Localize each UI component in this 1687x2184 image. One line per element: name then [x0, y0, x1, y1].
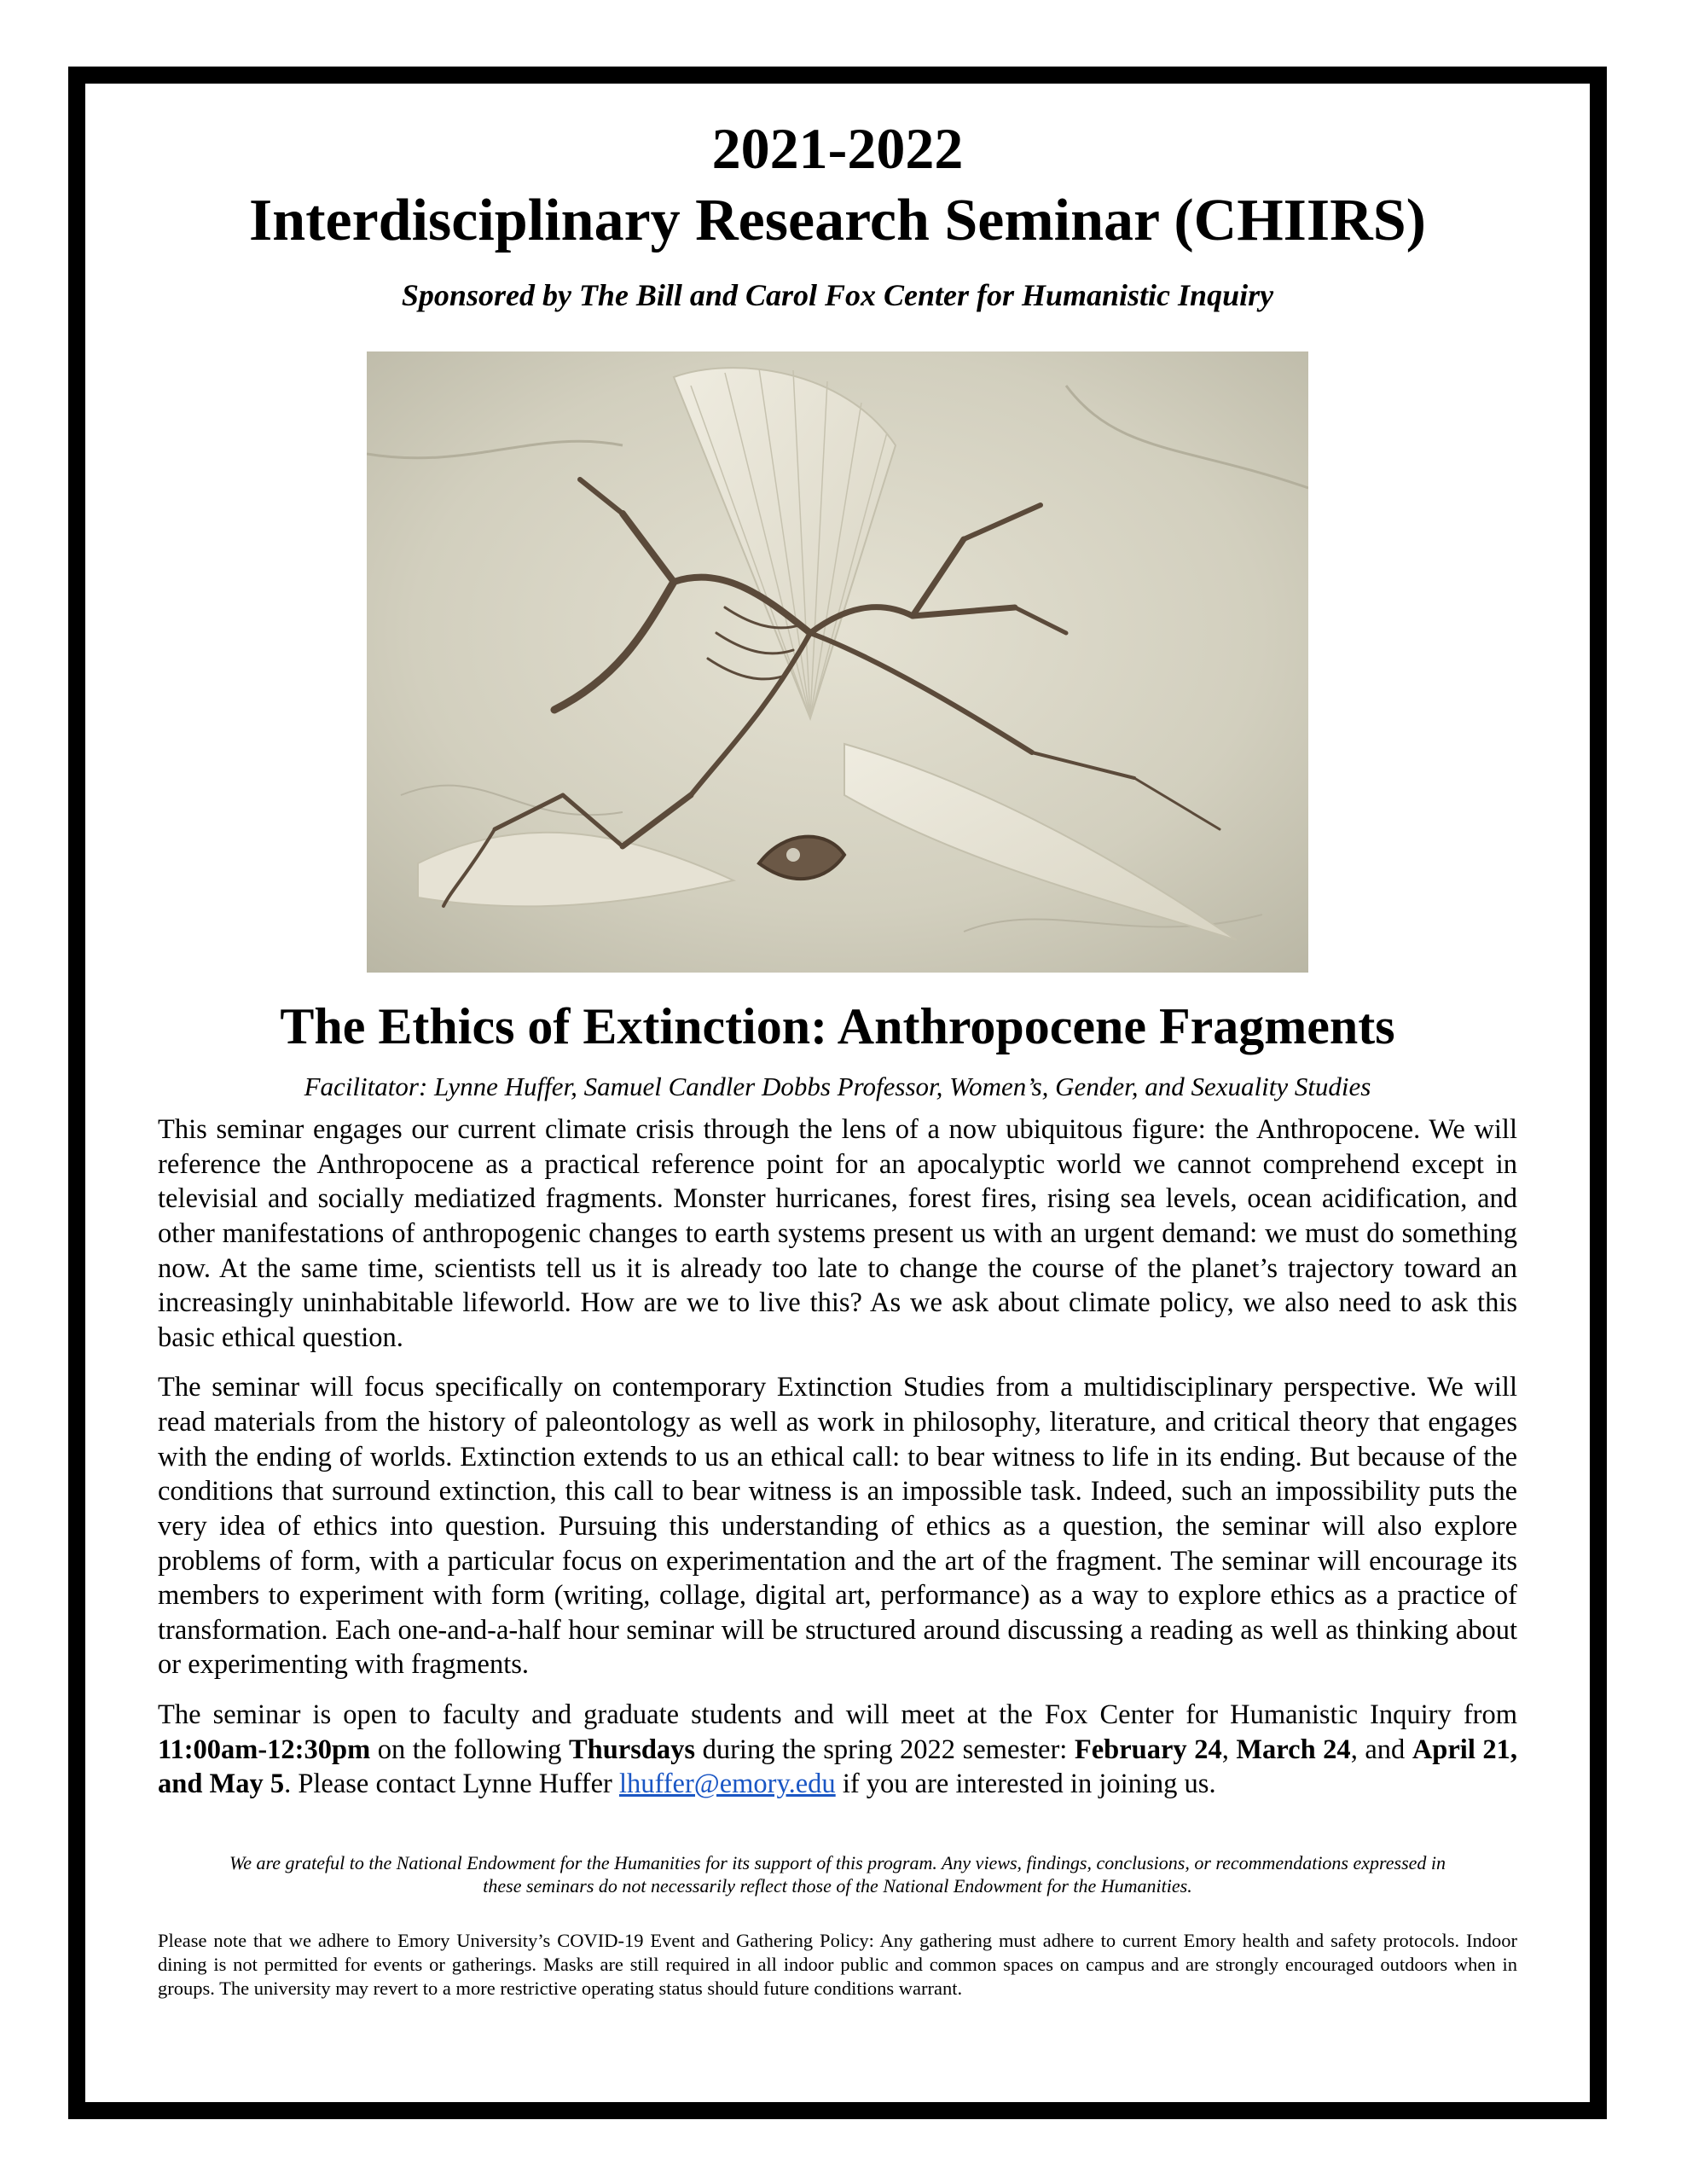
meeting-day: Thursdays — [568, 1734, 696, 1765]
schedule-separator-2: , and — [1350, 1734, 1406, 1765]
page-frame — [68, 67, 1607, 2119]
meeting-date-1: February 24 — [1074, 1734, 1222, 1765]
seminar-title: The Ethics of Extinction: Anthropocene Fragments — [280, 998, 1395, 1055]
contact-end-text: if you are interested in joining us. — [842, 1769, 1216, 1800]
schedule-paragraph — [158, 1698, 1517, 1802]
fossil-image — [367, 351, 1308, 973]
schedule-text-1: on the following — [377, 1734, 562, 1765]
flyer-heading: Interdisciplinary Research Seminar (CHIIRS) — [249, 188, 1426, 254]
description-paragraph-2: The seminar will focus specifically on contemporary Extinction Studies from a multidisciplinary perspective. We will read materials from the history of paleontology as well as work in philosophy, literature, and critical theory that engages with the ending of worlds. Extinction extends to us an ethical call: to bear witness to life in its ending. But because of the conditions that surround extinction, this call to bear witness is an impossible task. Indeed, such an impossibility puts the very idea of ethics into question. Pursuing this understanding of ethics as a question, the seminar will also explore problems of form, with a particular focus on experimentation and the art of the fragment. The seminar will encourage its members to experiment with form (writing, collage, digital art, performance) as a way to explore ethics as a practice of transformation. Each one-and-a-half hour seminar will be structured around discussing a reading as well as thinking about or experimenting with fragments. — [158, 1372, 1517, 1681]
schedule-intro: The seminar is open to faculty and graduate students and will meet at the Fox Center for Humanistic Inquiry from — [158, 1699, 1517, 1731]
meeting-date-2: March 24 — [1236, 1734, 1351, 1765]
fossil-illustration — [367, 351, 1308, 973]
facilitator-line: Facilitator: Lynne Huffer, Samuel Candler Dobbs Professor, Women’s, Gender, and Sexuality Studies — [304, 1072, 1371, 1102]
grant-acknowledgement: We are grateful to the National Endowment for the Humanities for its support of this program. Any views, findings, conclusions, or recommendations expressed in these seminars do not necessarily reflect those of the National Endowment for the Humanities. — [229, 1851, 1446, 1897]
meeting-date-3: April 21, and May 5 — [158, 1734, 1518, 1800]
schedule-text-2: during the spring 2022 semester: — [702, 1734, 1068, 1765]
flyer-content — [158, 118, 1517, 2001]
sponsor-line: Sponsored by The Bill and Carol Fox Center for Humanistic Inquiry — [401, 278, 1274, 313]
covid-policy-note: Please note that we adhere to Emory University’s COVID-19 Event and Gathering Policy: Any gathering must adhere to current Emory health and safety protocols. Indoor dining is not permitted for events or gatherings. Masks are still required in all indoor public and common spaces on campus and are strongly encouraged outdoors when in groups. The university may revert to a more restrictive operating status should future conditions warrant. — [158, 1929, 1517, 2000]
meeting-time: 11:00am-12:30pm — [158, 1734, 371, 1765]
flyer-year: 2021-2022 — [711, 116, 964, 181]
contact-email-link[interactable]: lhuffer@emory.edu — [618, 1769, 836, 1800]
contact-text: . Please contact Lynne Huffer — [284, 1769, 612, 1800]
schedule-separator-1: , — [1221, 1734, 1229, 1765]
description-paragraph-1: This seminar engages our current climate crisis through the lens of a now ubiquitous figure: the Anthropocene. We will reference the Anthropocene as a practical reference point for an apocalyptic world we cannot comprehend except in televisial and socially mediatized fragments. Monster hurricanes, forest fires, rising sea levels, ocean acidification, and other manifestations of anthropogenic changes to earth systems present us with an urgent demand: we must do something now. At the same time, scientists tell us it is already too late to change the course of the planet’s trajectory toward an increasingly uninhabitable lifeworld. How are we to live this? As we ask about climate policy, we also need to ask this basic ethical question. — [158, 1114, 1517, 1353]
